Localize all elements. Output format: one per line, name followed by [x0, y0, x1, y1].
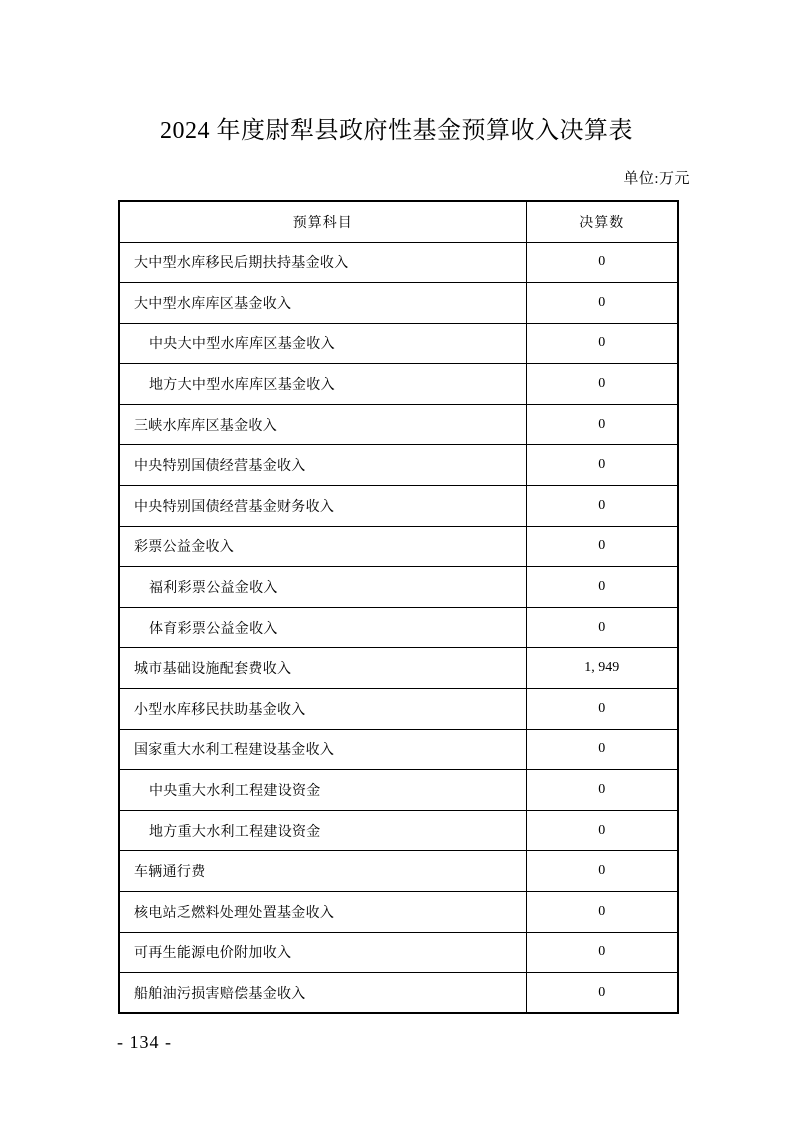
amount-cell: 0: [526, 729, 678, 770]
subject-cell: 国家重大水利工程建设基金收入: [119, 729, 526, 770]
amount-cell: 0: [526, 404, 678, 445]
column-header-subject: 预算科目: [119, 201, 526, 242]
subject-cell: 地方重大水利工程建设资金: [119, 810, 526, 851]
amount-cell: 0: [526, 242, 678, 283]
amount-cell: 0: [526, 892, 678, 933]
table-row: [119, 648, 678, 689]
subject-cell: 福利彩票公益金收入: [119, 567, 526, 608]
amount-cell: 0: [526, 526, 678, 567]
page-number: - 134 -: [117, 1032, 172, 1052]
subject-cell: 彩票公益金收入: [119, 526, 526, 567]
subject-cell: 中央特别国债经营基金财务收入: [119, 486, 526, 527]
table-row: [119, 770, 678, 811]
table-row: [119, 486, 678, 527]
amount-cell: 0: [526, 932, 678, 973]
subject-cell: 城市基础设施配套费收入: [119, 648, 526, 689]
subject-cell: 中央重大水利工程建设资金: [119, 770, 526, 811]
subject-cell: 地方大中型水库库区基金收入: [119, 364, 526, 405]
amount-cell: 0: [526, 486, 678, 527]
subject-cell: 船舶油污损害赔偿基金收入: [119, 973, 526, 1014]
header-row: [119, 201, 678, 242]
table-row: [119, 607, 678, 648]
table-row: [119, 567, 678, 608]
amount-cell: 0: [526, 851, 678, 892]
subject-cell: 中央大中型水库库区基金收入: [119, 323, 526, 364]
table-row: [119, 689, 678, 730]
subject-cell: 体育彩票公益金收入: [119, 607, 526, 648]
subject-cell: 中央特别国债经营基金收入: [119, 445, 526, 486]
subject-cell: 车辆通行费: [119, 851, 526, 892]
subject-cell: 小型水库移民扶助基金收入: [119, 689, 526, 730]
amount-cell: 1, 949: [526, 648, 678, 689]
budget-table: [118, 200, 679, 1014]
table-row: [119, 932, 678, 973]
subject-cell: 三峡水库库区基金收入: [119, 404, 526, 445]
amount-cell: 0: [526, 973, 678, 1014]
unit-label: 单位:万元: [623, 171, 690, 187]
subject-cell: 核电站乏燃料处理处置基金收入: [119, 892, 526, 933]
subject-cell: 大中型水库移民后期扶持基金收入: [119, 242, 526, 283]
amount-cell: 0: [526, 770, 678, 811]
table-row: [119, 323, 678, 364]
page-title: 2024 年度尉犁县政府性基金预算收入决算表: [160, 118, 633, 144]
table-row: [119, 810, 678, 851]
table-row: [119, 364, 678, 405]
table-row: [119, 242, 678, 283]
table-row: [119, 729, 678, 770]
column-header-amount: 决算数: [526, 201, 678, 242]
table-row: [119, 526, 678, 567]
table-row: [119, 445, 678, 486]
amount-cell: 0: [526, 607, 678, 648]
subject-cell: 大中型水库库区基金收入: [119, 283, 526, 324]
amount-cell: 0: [526, 567, 678, 608]
table-row: [119, 283, 678, 324]
subject-cell: 可再生能源电价附加收入: [119, 932, 526, 973]
table-body: [119, 242, 678, 1013]
table-row: [119, 973, 678, 1014]
table-row: [119, 892, 678, 933]
amount-cell: 0: [526, 810, 678, 851]
amount-cell: 0: [526, 323, 678, 364]
table-row: [119, 851, 678, 892]
table-row: [119, 404, 678, 445]
amount-cell: 0: [526, 364, 678, 405]
amount-cell: 0: [526, 689, 678, 730]
amount-cell: 0: [526, 445, 678, 486]
amount-cell: 0: [526, 283, 678, 324]
table-header: [119, 201, 678, 242]
